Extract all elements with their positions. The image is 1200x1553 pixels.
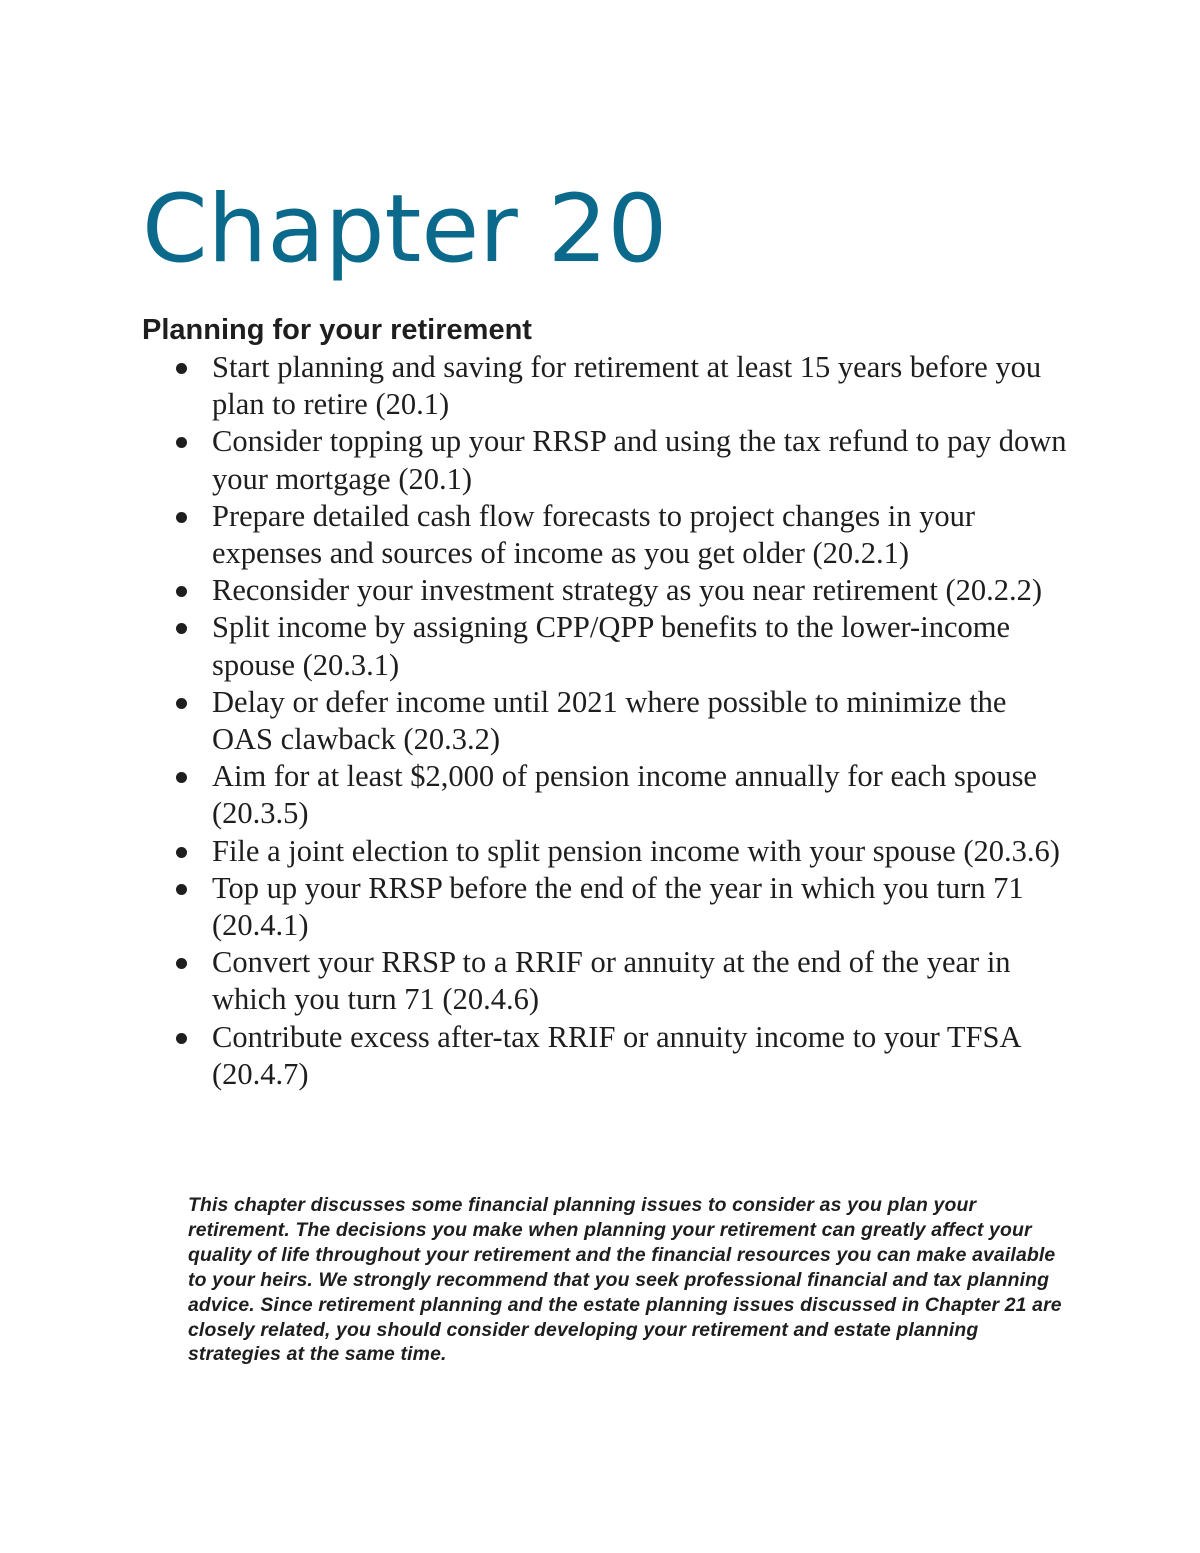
list-item-text: Start planning and saving for retirement at least 15 years before you plan to retire (20.1) — [212, 350, 1042, 422]
list-item-text: Delay or defer income until 2021 where possible to minimize the OAS clawback (20.3.2) — [212, 684, 1007, 757]
bullet-icon — [176, 847, 187, 858]
bullet-icon — [176, 586, 187, 597]
list-item-text: Top up your RRSP before the end of the year in which you turn 71 (20.4.1) — [212, 870, 1024, 943]
bullet-icon — [176, 958, 187, 969]
bullet-icon — [176, 363, 187, 374]
bullet-icon — [176, 437, 187, 448]
chapter-title: Chapter 20 — [142, 175, 668, 284]
list-item-text: Consider topping up your RRSP and using the tax refund to pay down your mortgage (20.1) — [212, 424, 1067, 496]
list-item-text: Aim for at least $2,000 of pension income annually for each spouse (20.3.5) — [212, 759, 1037, 831]
list-item — [212, 498, 1072, 572]
list-item — [212, 1019, 1072, 1093]
tips-list — [212, 349, 1072, 1093]
bullet-icon — [176, 698, 187, 709]
bullet-icon — [176, 884, 187, 895]
bullet-icon — [176, 1033, 187, 1044]
list-item-text: Reconsider your investment strategy as you near retirement (20.2.2) — [212, 573, 1043, 608]
list-item-text: Split income by assigning CPP/QPP benefits to the lower-income spouse (20.3.1) — [212, 610, 1010, 682]
list-item-text: Convert your RRSP to a RRIF or annuity at the end of the year in which you turn 71 (20.4.6) — [212, 945, 1011, 1017]
list-item-text: Contribute excess after-tax RRIF or annuity income to your TFSA (20.4.7) — [212, 1019, 1020, 1091]
list-item-text: File a joint election to split pension income with your spouse (20.3.6) — [212, 833, 1060, 868]
list-item — [212, 870, 1072, 944]
section-heading: Planning for your retirement — [142, 314, 532, 346]
list-item — [212, 833, 1072, 870]
bullet-icon — [176, 512, 187, 523]
bullet-icon — [176, 772, 187, 783]
list-item-text: Prepare detailed cash flow forecasts to project changes in your expenses and sources of income as you get older (20.2.1) — [212, 498, 976, 571]
bullet-icon — [176, 623, 187, 634]
intro-paragraph: This chapter discusses some financial planning issues to consider as you plan your retirement. The decisions you make when planning your retirement can greatly affect your quality of life throughout your retirement and the financial resources you can make available to your heirs. We strongly recommend that you seek professional financial and tax planning advice. Since retirement planning and the estate planning issues discussed in Chapter 21 are closely related, you should consider developing your retirement and estate planning strategies at the same time. — [188, 1194, 1062, 1366]
list-item — [212, 758, 1072, 832]
list-item — [212, 609, 1072, 683]
list-item — [212, 423, 1072, 497]
list-item — [212, 349, 1072, 423]
list-item — [212, 684, 1072, 758]
list-item — [212, 944, 1072, 1018]
list-item — [212, 572, 1072, 609]
